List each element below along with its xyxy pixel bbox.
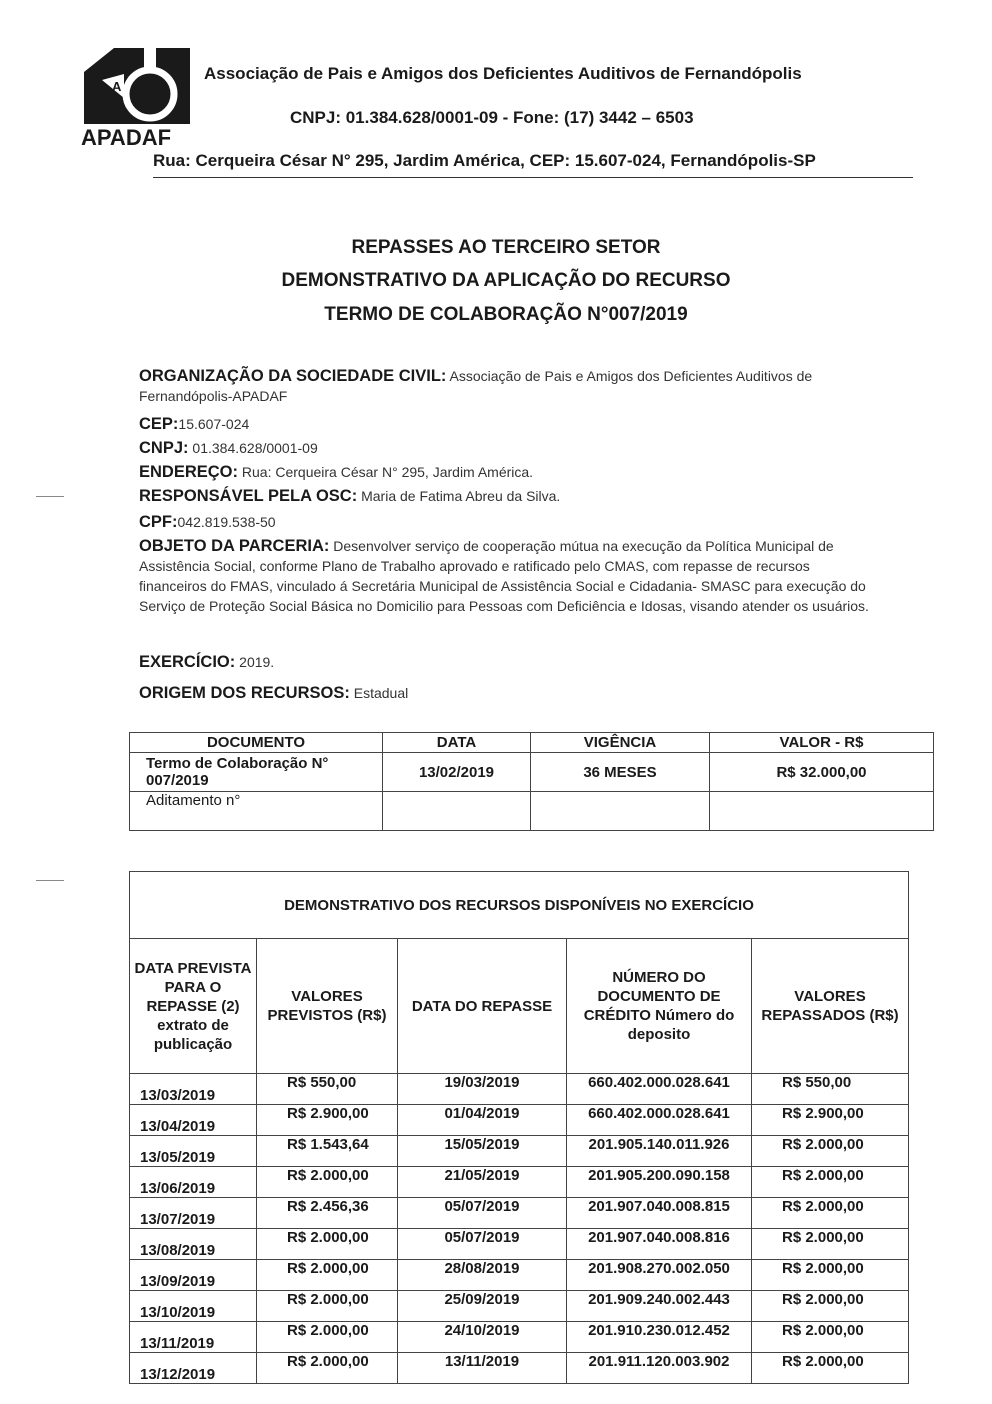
cell-valor-repassado: R$ 2.000,00 [752,1198,909,1229]
cell-data: 13/02/2019 [383,753,531,792]
origem-label: ORIGEM DOS RECURSOS: [139,684,350,702]
margin-mark [36,880,64,881]
cell-numero-documento: 201.905.200.090.158 [567,1167,752,1198]
letterhead-org-name: Associação de Pais e Amigos dos Deficientes Auditivos de Fernandópolis [204,64,802,83]
table-row [130,1198,909,1229]
objeto-value: Desenvolver serviço de cooperação mútua na execução da Política Municipal de Assistência Social, conforme Plano de Trabalho aprovado e ratificado pelo CMAS, com repasse de recursos financeiros do FMAS, vinculado á Secretária Municipal de Assistência Social e Cidadania- SMASC para execução do Serviço de Proteção Social Básica no Domicilio para Pessoas com Deficiência e Idosas, visando atender os usuários. [139,538,869,614]
table-row [130,1229,909,1260]
resources-table-body [130,1074,909,1384]
cell-valor-repassado: R$ 550,00 [752,1074,909,1105]
svg-text:APADAF: APADAF [81,125,172,150]
cell-valor-previsto: R$ 2.000,00 [257,1260,398,1291]
cell-numero-documento: 201.905.140.011.926 [567,1136,752,1167]
cell-valor [710,792,934,831]
table-row [130,1074,909,1105]
cell-data-prevista: 13/11/2019 [130,1322,257,1353]
cell-data-prevista: 13/05/2019 [130,1136,257,1167]
cell-data-repasse: 15/05/2019 [398,1136,567,1167]
responsavel-label: RESPONSÁVEL PELA OSC: [139,487,358,505]
objeto-label: OBJETO DA PARCERIA: [139,537,330,555]
title-line-2: DEMONSTRATIVO DA APLICAÇÃO DO RECURSO [281,270,731,291]
table-row [130,1260,909,1291]
col-header-data: DATA [383,733,531,753]
col-header-documento: DOCUMENTO [130,733,383,753]
cell-valor-previsto: R$ 1.543,64 [257,1136,398,1167]
cell-valor-repassado: R$ 2.900,00 [752,1105,909,1136]
table-row [130,1353,909,1384]
col-header-vigencia: VIGÊNCIA [531,733,710,753]
cell-data-repasse: 05/07/2019 [398,1198,567,1229]
cell-valor-repassado: R$ 2.000,00 [752,1167,909,1198]
responsavel-value: Maria de Fatima Abreu da Silva. [361,488,561,504]
table-row [130,1291,909,1322]
cell-valor-previsto: R$ 2.000,00 [257,1167,398,1198]
osc-label: ORGANIZAÇÃO DA SOCIEDADE CIVIL: [139,367,447,385]
cep-field [139,414,879,434]
col-header-data-prevista: DATA PREVISTA PARA O REPASSE (2) extrato de publicação [130,939,257,1074]
resources-table [129,871,909,1384]
cell-numero-documento: 201.910.230.012.452 [567,1322,752,1353]
cell-valor-repassado: R$ 2.000,00 [752,1291,909,1322]
cep-value: 15.607-024 [178,416,250,432]
exercicio-label: EXERCÍCIO: [139,653,236,671]
col-header-valor: VALOR - R$ [710,733,934,753]
origem-field [139,683,879,703]
cell-numero-documento: 201.907.040.008.816 [567,1229,752,1260]
resources-table-caption-row [130,872,909,939]
cell-data [383,792,531,831]
exercicio-value: 2019. [239,654,275,670]
osc-field [139,366,879,406]
document-table [129,732,934,831]
cell-documento: Aditamento n° [130,792,383,831]
cell-numero-documento: 201.907.040.008.815 [567,1198,752,1229]
cell-data-prevista: 13/08/2019 [130,1229,257,1260]
cell-vigencia [531,792,710,831]
cell-data-prevista: 13/10/2019 [130,1291,257,1322]
cell-data-prevista: 13/09/2019 [130,1260,257,1291]
cell-data-prevista: 13/07/2019 [130,1198,257,1229]
cell-valor-repassado: R$ 2.000,00 [752,1136,909,1167]
cell-numero-documento: 201.909.240.002.443 [567,1291,752,1322]
cell-data-repasse: 21/05/2019 [398,1167,567,1198]
cell-data-prevista: 13/12/2019 [130,1353,257,1384]
document-table-header [130,733,934,753]
cell-valor-repassado: R$ 2.000,00 [752,1229,909,1260]
table-row [130,1105,909,1136]
cpf-label: CPF: [139,513,178,531]
cell-valor-repassado: R$ 2.000,00 [752,1353,909,1384]
cell-valor-previsto: R$ 2.456,36 [257,1198,398,1229]
table-row [130,792,934,831]
letterhead-divider [153,177,913,178]
table-row [130,1136,909,1167]
cell-data-repasse: 05/07/2019 [398,1229,567,1260]
resources-table-caption: DEMONSTRATIVO DOS RECURSOS DISPONÍVEIS NO EXERCÍCIO [130,872,909,939]
cnpj-label: CNPJ: [139,439,189,457]
cell-valor-previsto: R$ 2.000,00 [257,1229,398,1260]
osc-value: Associação de Pais e Amigos dos Deficientes Auditivos de Fernandópolis-APADAF [139,368,813,404]
letterhead-address: Rua: Cerqueira César N° 295, Jardim América, CEP: 15.607-024, Fernandópolis-SP [153,151,816,170]
table-row [130,753,934,792]
letterhead-cnpj-phone: CNPJ: 01.384.628/0001-09 - Fone: (17) 3442 – 6503 [290,108,694,127]
cell-valor: R$ 32.000,00 [710,753,934,792]
cell-numero-documento: 201.911.120.003.902 [567,1353,752,1384]
apadaf-logo [80,44,196,150]
cell-documento: Termo de Colaboração N° 007/2019 [130,753,383,792]
col-header-valores-previstos: VALORES PREVISTOS (R$) [257,939,398,1074]
cell-data-repasse: 01/04/2019 [398,1105,567,1136]
cell-data-prevista: 13/03/2019 [130,1074,257,1105]
resources-table-header [130,939,909,1074]
responsavel-field [139,486,879,506]
col-header-valores-repassados: VALORES REPASSADOS (R$) [752,939,909,1074]
cell-numero-documento: 660.402.000.028.641 [567,1074,752,1105]
cell-data-prevista: 13/04/2019 [130,1105,257,1136]
table-row [130,1167,909,1198]
cpf-field [139,512,879,532]
exercicio-field [139,652,879,672]
table-row [130,1322,909,1353]
cell-numero-documento: 201.908.270.002.050 [567,1260,752,1291]
origem-value: Estadual [353,685,409,701]
title-line-3: TERMO DE COLABORAÇÃO N°007/2019 [324,304,688,325]
cell-numero-documento: 660.402.000.028.641 [567,1105,752,1136]
cell-data-repasse: 24/10/2019 [398,1322,567,1353]
cnpj-value: 01.384.628/0001-09 [192,440,318,456]
cell-data-repasse: 28/08/2019 [398,1260,567,1291]
cpf-value: 042.819.538-50 [177,514,276,530]
endereco-value: Rua: Cerqueira César N° 295, Jardim América. [241,464,534,480]
cell-data-prevista: 13/06/2019 [130,1167,257,1198]
cell-valor-repassado: R$ 2.000,00 [752,1260,909,1291]
cep-label: CEP: [139,415,179,433]
cell-data-repasse: 13/11/2019 [398,1353,567,1384]
cell-valor-repassado: R$ 2.000,00 [752,1322,909,1353]
cell-vigencia: 36 MESES [531,753,710,792]
cell-valor-previsto: R$ 2.000,00 [257,1353,398,1384]
cell-valor-previsto: R$ 2.000,00 [257,1322,398,1353]
col-header-data-repasse: DATA DO REPASSE [398,939,567,1074]
cell-valor-previsto: R$ 550,00 [257,1074,398,1105]
cnpj-field [139,438,879,458]
endereco-field [139,462,879,482]
col-header-numero-documento: NÚMERO DO DOCUMENTO DE CRÉDITO Número do deposito [567,939,752,1074]
cell-data-repasse: 25/09/2019 [398,1291,567,1322]
cell-valor-previsto: R$ 2.900,00 [257,1105,398,1136]
svg-text:A: A [112,79,122,94]
endereco-label: ENDEREÇO: [139,463,239,481]
margin-mark [36,496,64,497]
objeto-field [139,536,879,616]
cell-data-repasse: 19/03/2019 [398,1074,567,1105]
title-line-1: REPASSES AO TERCEIRO SETOR [351,237,661,258]
cell-valor-previsto: R$ 2.000,00 [257,1291,398,1322]
